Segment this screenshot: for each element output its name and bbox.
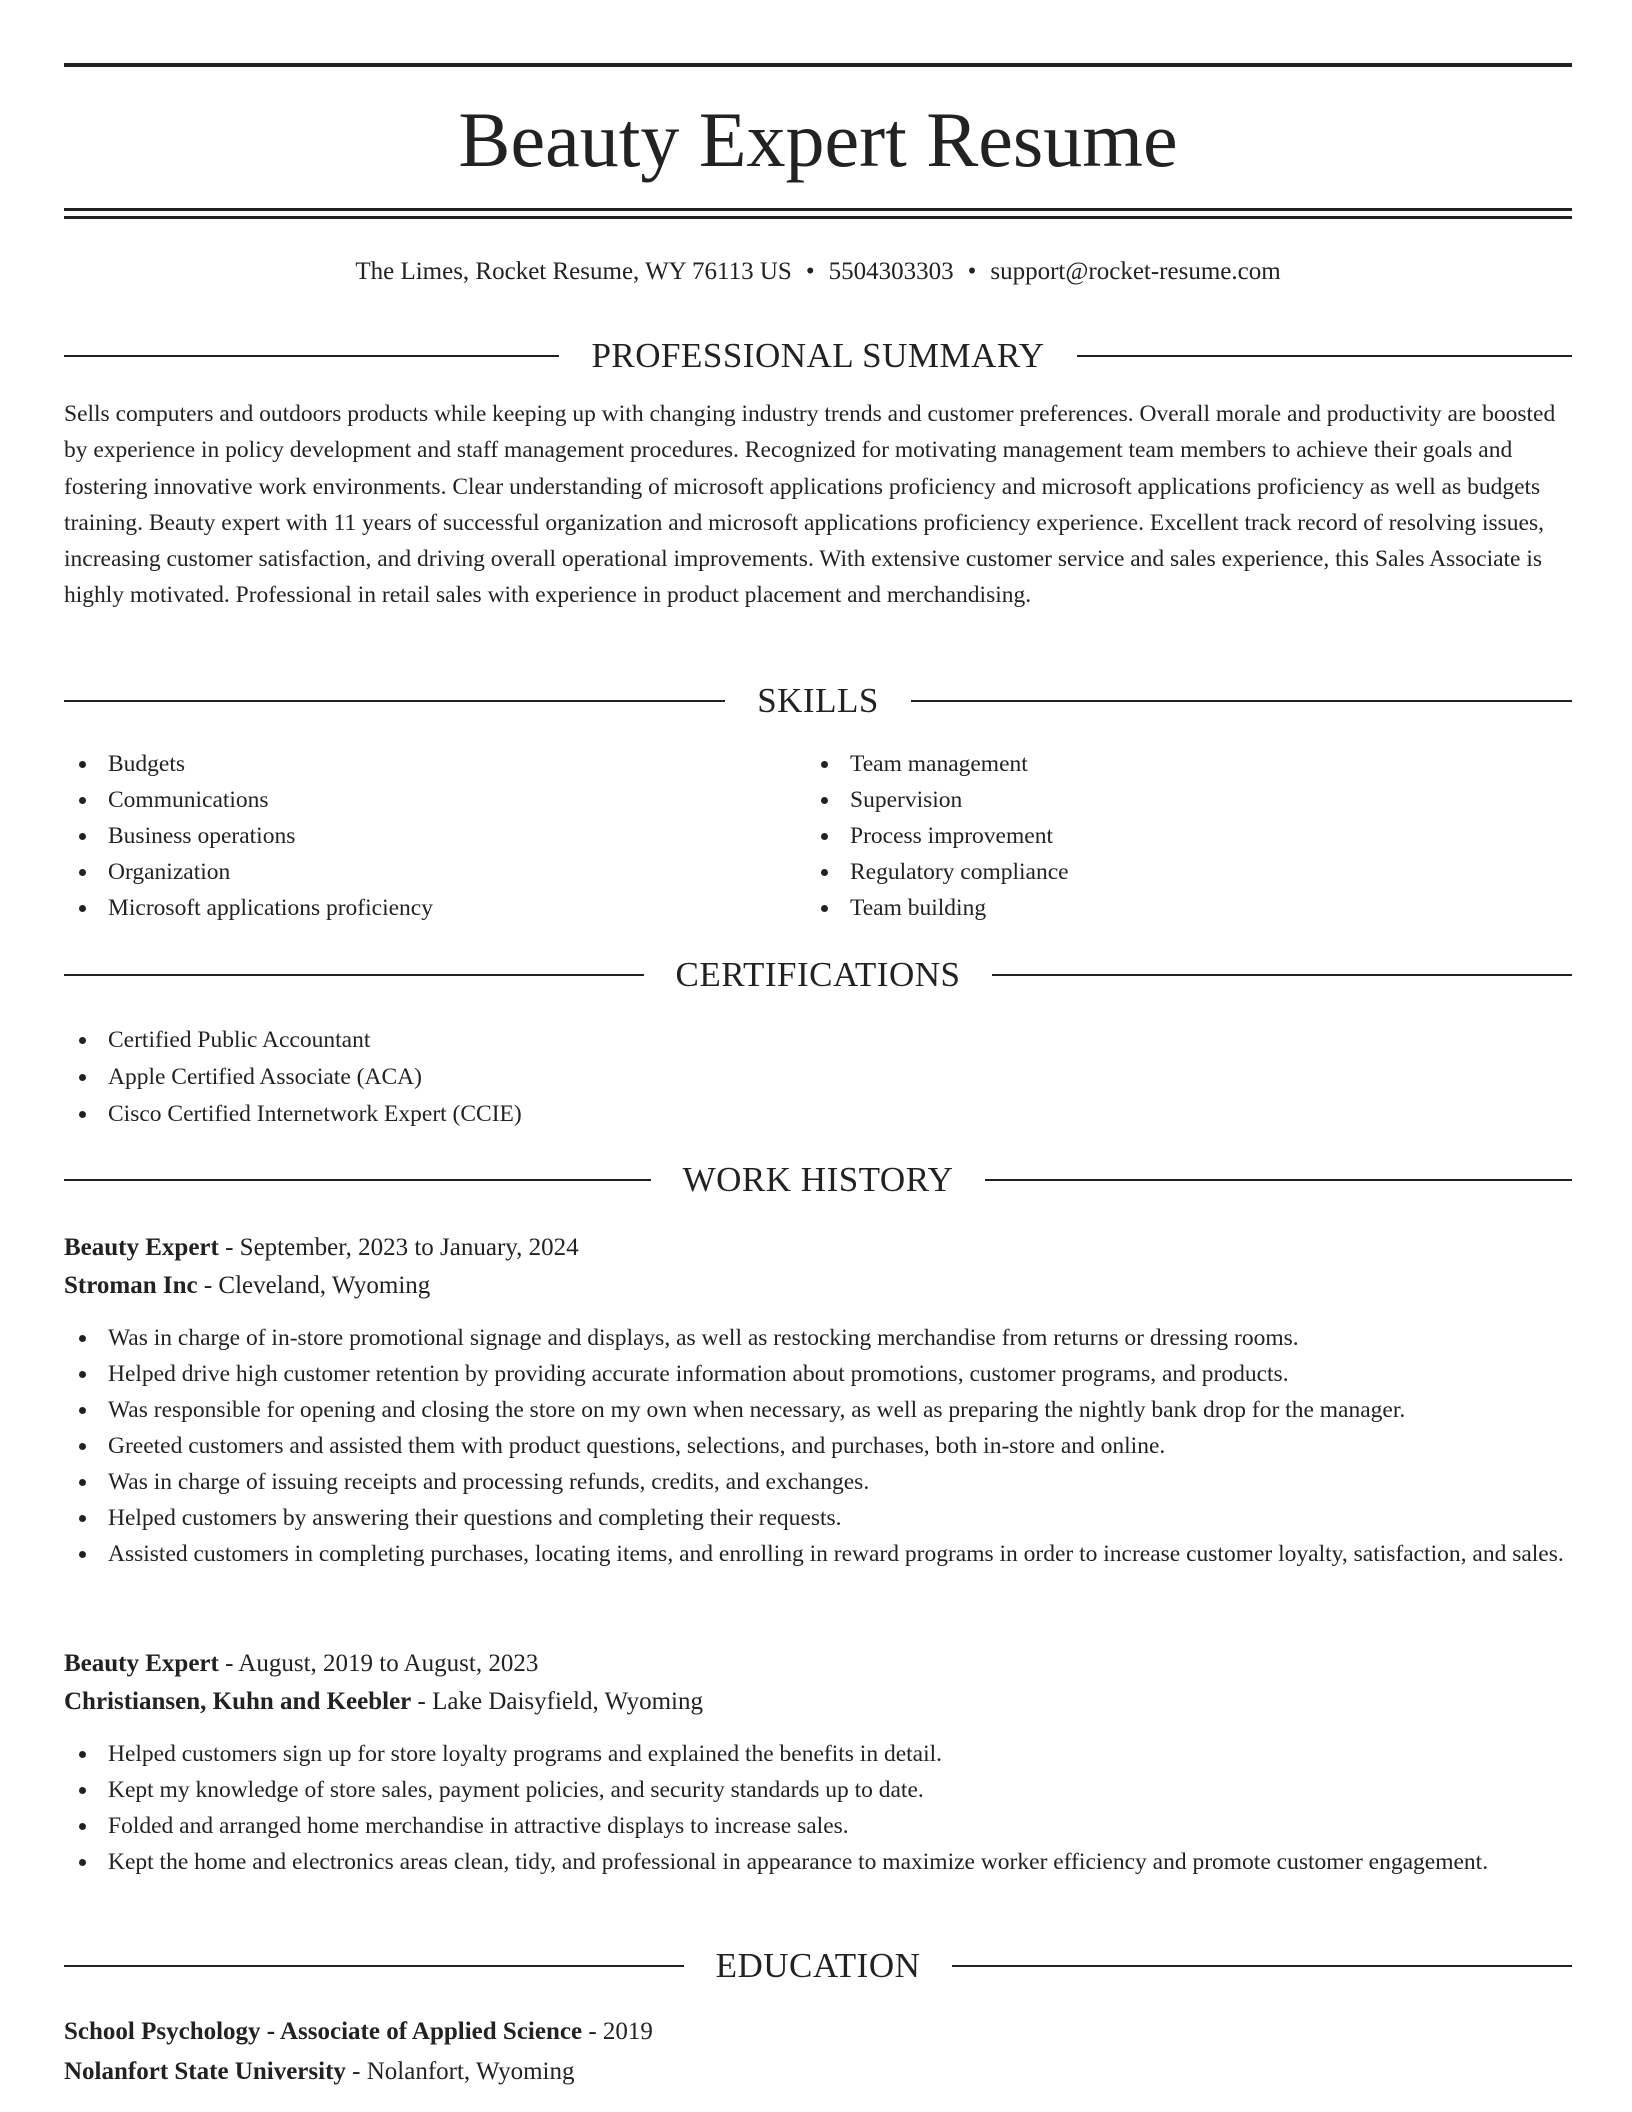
title-rule-lower: [64, 216, 1572, 219]
heading-rule-right: [985, 1179, 1572, 1181]
job-location: - Cleveland, Wyoming: [197, 1272, 431, 1299]
heading-rule-right: [1077, 355, 1572, 357]
job-bullet: Assisted customers in completing purchases, locating items, and enrolling in reward programs in order to increase customer loyalty, satisfaction, and sales.: [64, 1536, 1572, 1573]
job-bullets: [64, 1736, 1572, 1880]
skills-column-right: [806, 746, 1546, 926]
skill-item: Team management: [806, 746, 1546, 782]
skill-item: Organization: [64, 854, 804, 890]
heading-rule-right: [992, 974, 1572, 976]
education-location: - Nolanfort, Wyoming: [345, 2058, 575, 2085]
top-rule: [64, 63, 1572, 67]
job-company: Stroman Inc: [64, 1272, 198, 1299]
work-history-heading-label: WORK HISTORY: [682, 1160, 954, 1199]
heading-rule-left: [64, 700, 725, 702]
contact-separator: •: [805, 258, 815, 285]
heading-rule-left: [64, 1965, 684, 1967]
skill-item: Regulatory compliance: [806, 854, 1546, 890]
skill-item: Communications: [64, 782, 804, 818]
education-degree-line: [64, 2013, 1572, 2051]
education-heading-label: EDUCATION: [715, 1946, 921, 1985]
certification-item: Cisco Certified Internetwork Expert (CCIE): [64, 1096, 1572, 1133]
summary-heading: [64, 334, 1572, 378]
skill-item: Business operations: [64, 818, 804, 854]
heading-rule-right: [911, 700, 1572, 702]
skill-item: Process improvement: [806, 818, 1546, 854]
education-school-line: [64, 2053, 1572, 2091]
skills-heading-label: SKILLS: [757, 681, 879, 720]
skills-list-right: [806, 746, 1546, 926]
job-title-line: [64, 1229, 1572, 1267]
contact-email: support@rocket-resume.com: [990, 258, 1281, 285]
skill-item: Budgets: [64, 746, 804, 782]
job-bullet: Was responsible for opening and closing the store on my own when necessary, as well as preparing the nightly bank drop for the manager.: [64, 1392, 1572, 1428]
job-bullet: Greeted customers and assisted them with product questions, selections, and purchases, both in-store and online.: [64, 1428, 1572, 1464]
contact-phone: 5504303303: [828, 258, 954, 285]
job-company-line: [64, 1267, 1572, 1305]
skills-list-left: [64, 746, 804, 926]
certifications-list: [64, 1022, 1572, 1133]
skill-item: Microsoft applications proficiency: [64, 890, 804, 926]
education-year: - 2019: [582, 2018, 653, 2045]
contact-separator: •: [967, 258, 977, 285]
skills-heading: [64, 679, 1572, 723]
certification-item: Apple Certified Associate (ACA): [64, 1059, 1572, 1096]
certifications-heading: [64, 953, 1572, 997]
title-rule-upper: [64, 208, 1572, 211]
job-bullet: Kept my knowledge of store sales, payment policies, and security standards up to date.: [64, 1772, 1572, 1808]
education-school: Nolanfort State University: [64, 2058, 346, 2085]
job-location: - Lake Daisyfield, Wyoming: [411, 1688, 703, 1715]
job-company-line: [64, 1683, 1572, 1721]
education-heading: [64, 1944, 1572, 1988]
job-bullet: Was in charge of issuing receipts and processing refunds, credits, and exchanges.: [64, 1464, 1572, 1500]
summary-text: Sells computers and outdoors products while keeping up with changing industry trends and customer preferences. Overall morale and productivity are boosted by experience in policy development and staff management procedures. Recognized for motivating management team members to achieve their goals and fostering innovative work environments. Clear understanding of microsoft applications proficiency and microsoft applications proficiency as well as budgets training. Beauty expert with 11 years of successful organization and microsoft applications proficiency experience. Excellent track record of resolving issues, increasing customer satisfaction, and driving overall operational improvements. With extensive customer service and sales experience, this Sales Associate is highly motivated. Professional in retail sales with experience in product placement and merchandising.: [64, 401, 1556, 609]
heading-rule-left: [64, 355, 559, 357]
heading-rule-right: [952, 1965, 1572, 1967]
resume-title: Beauty Expert Resume: [458, 96, 1178, 183]
skill-item: Supervision: [806, 782, 1546, 818]
heading-rule-left: [64, 1179, 651, 1181]
contact-address: The Limes, Rocket Resume, WY 76113 US: [355, 258, 792, 285]
job-bullets: [64, 1320, 1572, 1573]
heading-rule-left: [64, 974, 644, 976]
job-bullet: Was in charge of in-store promotional signage and displays, as well as restocking merchandise from returns or dressing rooms.: [64, 1320, 1572, 1356]
summary-heading-label: PROFESSIONAL SUMMARY: [591, 336, 1045, 375]
job-dates: - August, 2019 to August, 2023: [218, 1650, 539, 1677]
job-company: Christiansen, Kuhn and Keebler: [64, 1688, 412, 1715]
skills-column-left: [64, 746, 804, 926]
job-title: Beauty Expert: [64, 1650, 219, 1677]
work-history-heading: [64, 1158, 1572, 1202]
job-bullet: Helped drive high customer retention by providing accurate information about promotions, customer programs, and products.: [64, 1356, 1572, 1392]
certification-item: Certified Public Accountant: [64, 1022, 1572, 1059]
job-bullet: Kept the home and electronics areas clean, tidy, and professional in appearance to maximize worker efficiency and promote customer engagement.: [64, 1844, 1572, 1880]
contact-line: [64, 254, 1572, 290]
job-bullet: Helped customers sign up for store loyalty programs and explained the benefits in detail.: [64, 1736, 1572, 1772]
education-degree: School Psychology - Associate of Applied Science: [64, 2018, 583, 2045]
job-title: Beauty Expert: [64, 1234, 219, 1261]
job-dates: - September, 2023 to January, 2024: [218, 1234, 579, 1261]
job-bullet: Folded and arranged home merchandise in attractive displays to increase sales.: [64, 1808, 1572, 1844]
skill-item: Team building: [806, 890, 1546, 926]
certifications-heading-label: CERTIFICATIONS: [675, 955, 961, 994]
job-title-line: [64, 1645, 1572, 1683]
job-bullet: Helped customers by answering their questions and completing their requests.: [64, 1500, 1572, 1536]
